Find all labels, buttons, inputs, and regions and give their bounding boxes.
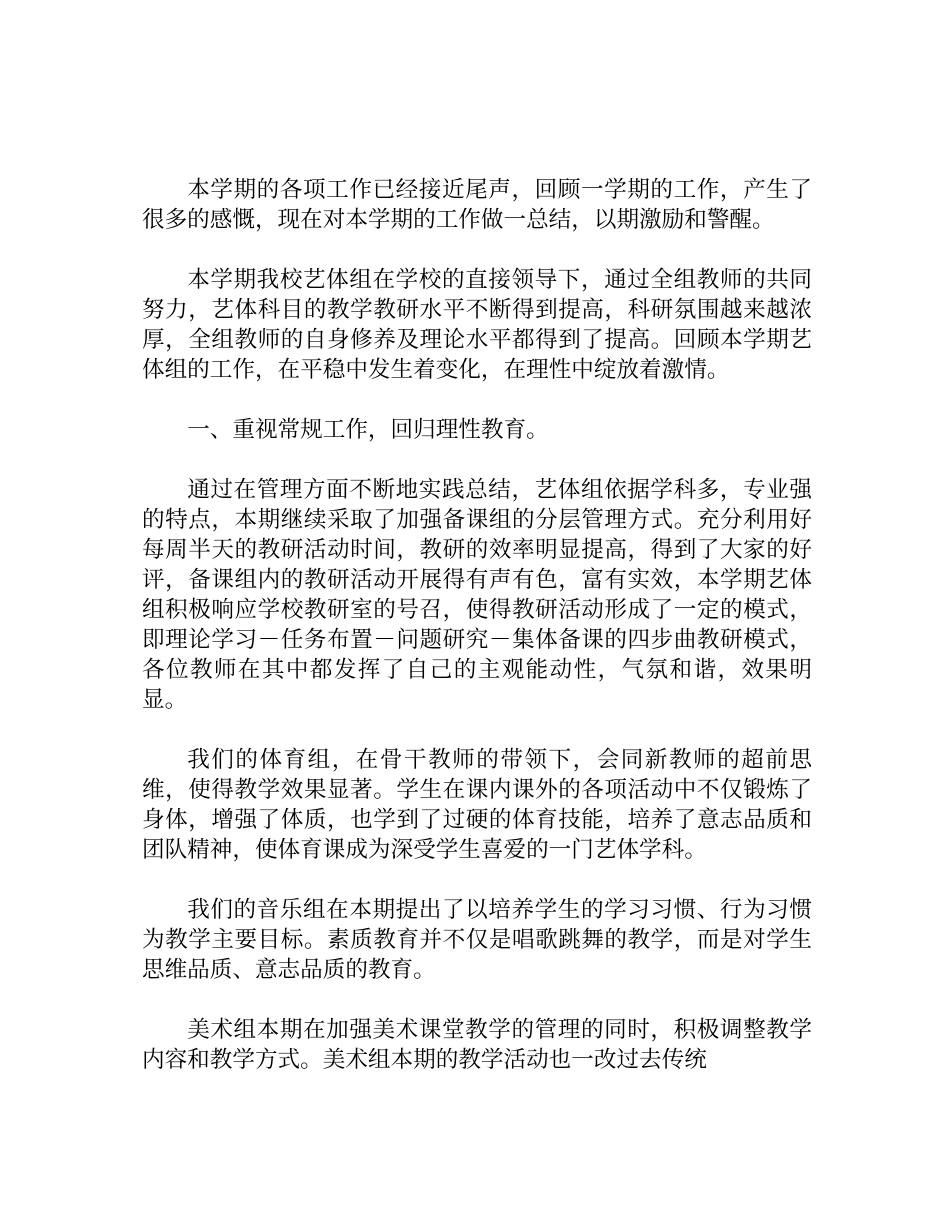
document-body xyxy=(142,175,812,1075)
paragraph-art-group: 美术组本期在加强美术课堂教学的管理的同时，积极调整教学内容和教学方式。美术组本期的教学活动也一改过去传统 xyxy=(142,1017,812,1073)
paragraph-pe-group: 我们的体育组，在骨干教师的带领下，会同新教师的超前思维，使得教学效果显著。学生在课内课外的各项活动中不仅锻炼了身体，增强了体质，也学到了过硬的体育技能，培养了意志品质和团队精神，使体育课成为深受学生喜爱的一门艺体学科。 xyxy=(142,747,812,863)
section-heading-1: 一、重视常规工作，回归理性教育。 xyxy=(187,417,549,443)
paragraph-intro: 本学期的各项工作已经接近尾声，回顾一学期的工作，产生了很多的感慨，现在对本学期的工作做一总结，以期激励和警醒。 xyxy=(142,177,812,233)
paragraph-overview: 本学期我校艺体组在学校的直接领导下，通过全组教师的共同努力，艺体科目的教学教研水平不断得到提高，科研氛围越来越浓厚，全组教师的自身修养及理论水平都得到了提高。回顾本学期艺体组的工作，在平稳中发生着变化，在理性中绽放着激情。 xyxy=(142,267,812,383)
paragraph-music-group: 我们的音乐组在本期提出了以培养学生的学习习惯、行为习惯为教学主要目标。素质教育并不仅是唱歌跳舞的教学，而是对学生思维品质、意志品质的教育。 xyxy=(142,897,812,983)
paragraph-management: 通过在管理方面不断地实践总结，艺体组依据学科多，专业强的特点，本期继续采取了加强备课组的分层管理方式。充分利用好每周半天的教研活动时间，教研的效率明显提高，得到了大家的好评，备课组内的教研活动开展得有声有色，富有实效，本学期艺体组积极响应学校教研室的号召，使得教研活动形成了一定的模式，即理论学习－任务布置－问题研究－集体备课的四步曲教研模式，各位教师在其中都发挥了自己的主观能动性，气氛和谐，效果明显。 xyxy=(142,477,812,713)
